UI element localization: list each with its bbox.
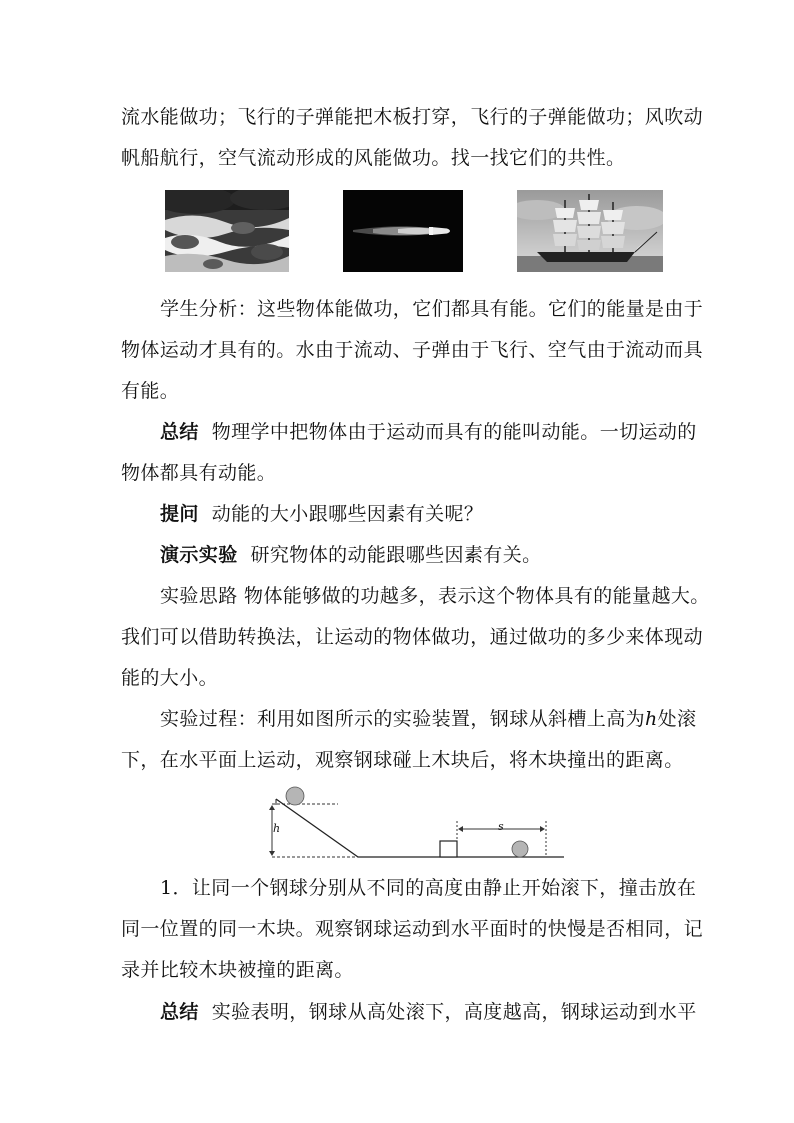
question-text: 动能的大小跟哪些因素有关呢？ (211, 503, 484, 525)
paragraph-line: 实验思路 物体能够做的功越多，表示这个物体具有的能量越大。 (160, 585, 710, 607)
paragraph-line: 学生分析：这些物体能做功，它们都具有能。它们的能量是由于 (160, 298, 704, 320)
experiment-diagram (258, 783, 574, 863)
process-text: 实验过程：利用如图所示的实验装置，钢球从斜槽上高为 (160, 708, 646, 730)
summary-label: 总结 (160, 421, 199, 443)
demo-text: 研究物体的动能跟哪些因素有关。 (250, 544, 542, 566)
paragraph-line: 物体运动才具有的。水由于流动、子弹由于飞行、空气由于流动而具 (121, 339, 704, 361)
height-variable: h (645, 708, 658, 730)
demo-label: 演示实验 (160, 544, 238, 566)
river-rapids-photo (165, 190, 289, 272)
wood-block (440, 841, 457, 857)
height-label: h (273, 822, 281, 835)
paragraph-line: 下，在水平面上运动，观察钢球碰上木块后，将木块撞出的距离。 (121, 749, 684, 771)
flying-bullet-photo (343, 190, 463, 272)
paragraph-line (160, 502, 720, 526)
question-label: 提问 (160, 503, 199, 525)
ramp (276, 799, 358, 857)
paragraph-line: 流水能做功；飞行的子弹能把木板打穿，飞行的子弹能做功；风吹动 (121, 106, 704, 128)
steel-ball-top (286, 787, 304, 805)
distance-label: s (498, 820, 504, 833)
paragraph-line: 有能。 (121, 380, 180, 402)
process-text: 处滚 (657, 708, 697, 730)
paragraph-line: 录并比较木块被撞的距离。 (121, 959, 354, 981)
steel-ball-bottom (512, 841, 528, 857)
paragraph-line: 能的大小。 (121, 667, 219, 689)
summary-text: 实验表明，钢球从高处滚下，高度越高，钢球运动到水平 (211, 1001, 697, 1023)
paragraph-line: 同一位置的同一木块。观察钢球运动到水平面时的快慢是否相同，记 (121, 918, 704, 940)
paragraph-line (160, 543, 720, 567)
paragraph-line (160, 420, 720, 444)
paragraph-line: 我们可以借助转换法，让运动的物体做功，通过做功的多少来体现动 (121, 626, 704, 648)
sailing-ship-photo (517, 190, 663, 272)
summary-text: 物理学中把物体由于运动而具有的能叫动能。一切运动的 (211, 421, 697, 443)
paragraph-line (160, 1000, 720, 1024)
paragraph-line: 1．让同一个钢球分别从不同的高度由静止开始滚下，撞击放在 (160, 877, 697, 899)
paragraph-line (160, 707, 720, 731)
summary-label: 总结 (160, 1001, 199, 1023)
paragraph-line: 物体都具有动能。 (121, 462, 277, 484)
paragraph-line: 帆船航行，空气流动形成的风能做功。找一找它们的共性。 (121, 147, 626, 169)
